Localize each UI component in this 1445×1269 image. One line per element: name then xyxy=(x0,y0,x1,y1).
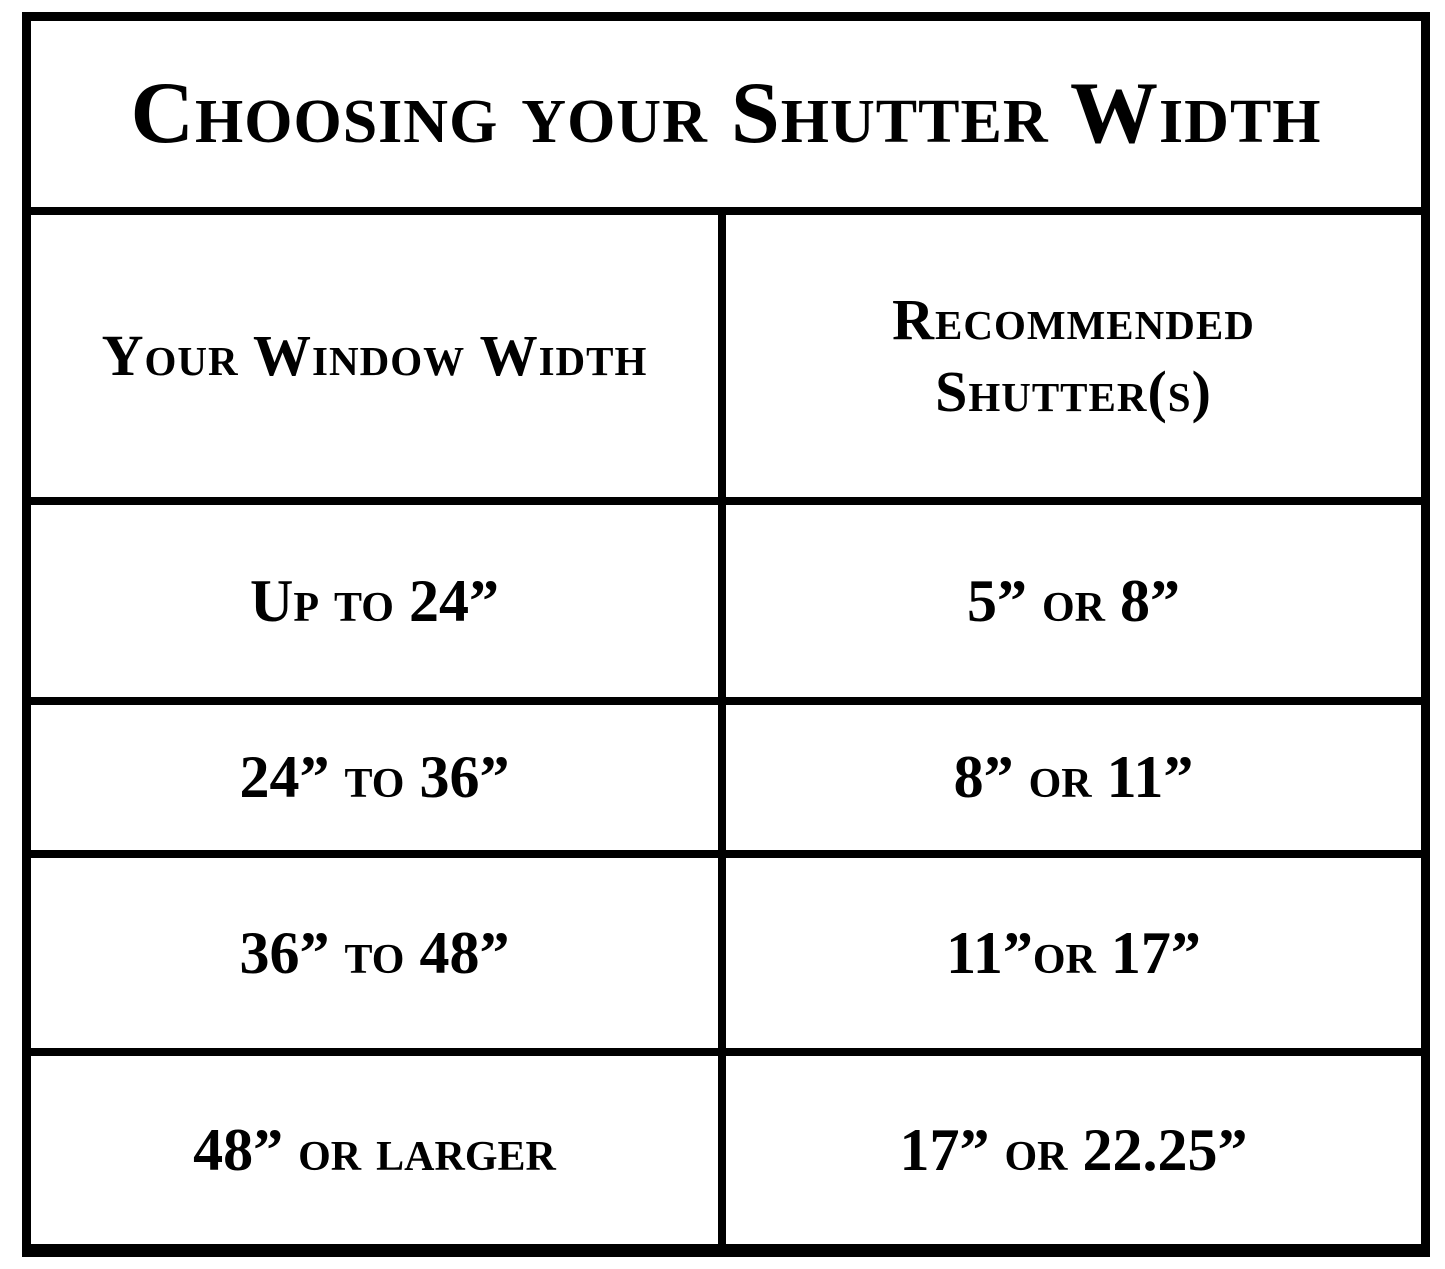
recommended-shutter-value: 8” or 11” xyxy=(953,744,1194,810)
window-width-value: 36” to 48” xyxy=(239,919,510,986)
window-width-value: 48” or larger xyxy=(193,1117,556,1183)
table-row-4-window-width-cell xyxy=(31,1048,726,1245)
table-grid xyxy=(31,207,1421,1245)
table-title-row xyxy=(31,21,1421,207)
window-width-value: Up to 24” xyxy=(250,567,499,634)
column-header-window-width-label: Your Window Width xyxy=(101,322,648,388)
table-row-1-shutter-cell xyxy=(726,497,1421,697)
window-width-value: 24” to 36” xyxy=(239,744,510,810)
page-title: Choosing your Shutter Width xyxy=(130,65,1322,162)
table-row-3-shutter-cell xyxy=(726,850,1421,1048)
recommended-shutter-value: 17” or 22.25” xyxy=(899,1117,1248,1183)
table-row-3-window-width-cell xyxy=(31,850,726,1048)
table-row-4-shutter-cell xyxy=(726,1048,1421,1245)
shutter-table xyxy=(22,12,1430,1257)
column-header-recommended-shutters xyxy=(726,207,1421,497)
table-row-2-window-width-cell xyxy=(31,697,726,850)
table-row-2-shutter-cell xyxy=(726,697,1421,850)
table-row-1-window-width-cell xyxy=(31,497,726,697)
column-header-recommended-shutters-label: Recommended Shutter(s) xyxy=(892,286,1255,424)
recommended-shutter-value: 5” or 8” xyxy=(967,567,1180,634)
recommended-shutter-value: 11”or 17” xyxy=(946,919,1201,986)
column-header-window-width xyxy=(31,207,726,497)
